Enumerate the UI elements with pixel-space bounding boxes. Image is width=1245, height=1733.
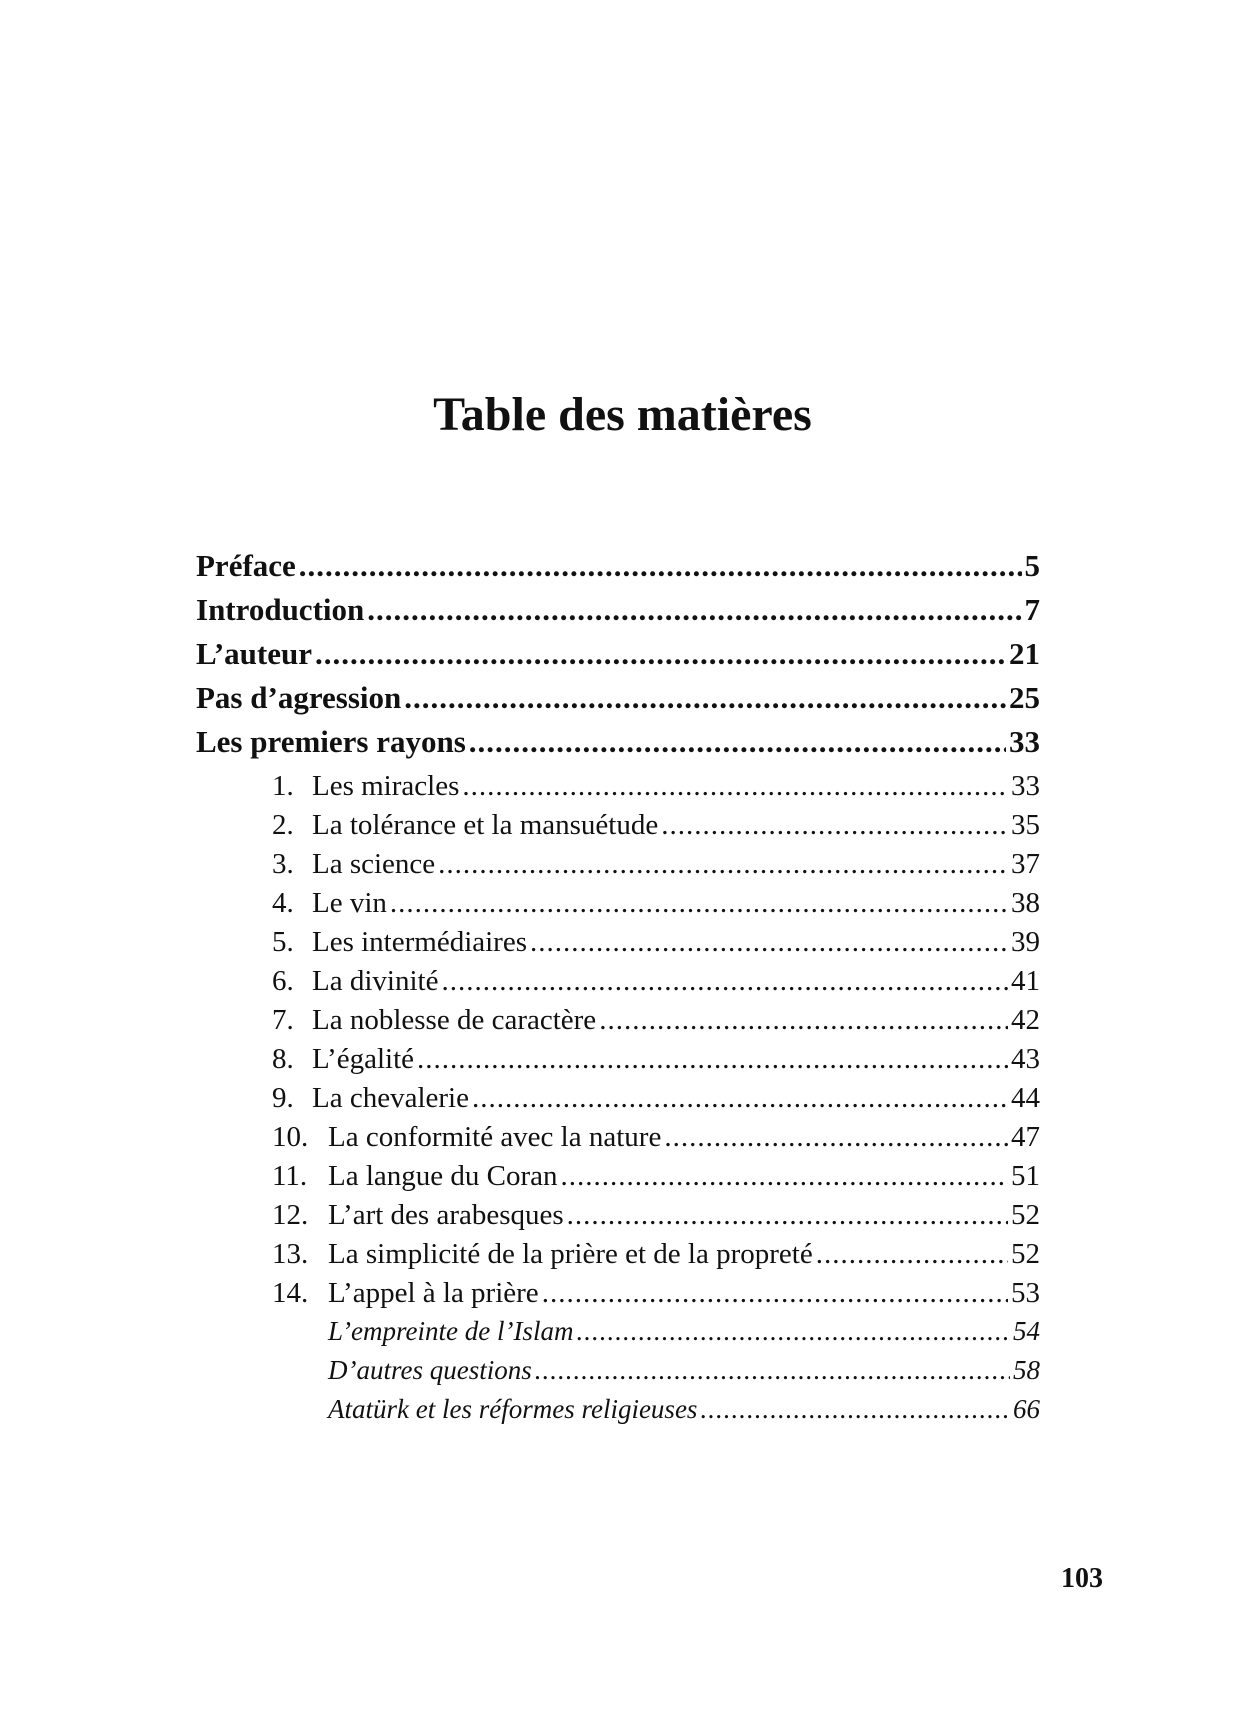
dot-leader <box>390 887 1008 920</box>
toc-entry-introduction[interactable] <box>196 592 1040 628</box>
toc-entry-premiers-rayons[interactable] <box>196 724 1040 760</box>
page-number: 103 <box>1061 1563 1103 1594</box>
page-title: Table des matières <box>433 388 812 441</box>
dot-leader <box>462 770 1008 803</box>
toc-subentry-label: La noblesse de caractère <box>312 1004 597 1036</box>
dot-leader <box>567 1199 1008 1232</box>
dot-leader <box>315 636 1006 672</box>
toc-entry-agression[interactable] <box>196 680 1040 716</box>
toc-subentry-label: Le vin <box>312 887 387 919</box>
toc-subentry-label: La divinité <box>312 965 439 997</box>
toc-subentry[interactable] <box>196 848 1040 881</box>
toc-minor-entry[interactable] <box>196 1355 1040 1386</box>
toc-subentry-page: 44 <box>1011 1082 1040 1114</box>
toc-minor-entry[interactable] <box>196 1394 1040 1425</box>
toc-subentry-label: La conformité avec la nature <box>328 1121 662 1153</box>
toc-subentry[interactable] <box>196 1082 1040 1115</box>
toc-subentry-number: 12. <box>272 1199 309 1231</box>
toc-entry-label: L’auteur <box>196 636 312 671</box>
toc-subentry-label: La chevalerie <box>312 1082 469 1114</box>
toc-entry-preface[interactable] <box>196 548 1040 584</box>
toc-subentry-number: 5. <box>272 926 294 958</box>
toc-subentry-label: Les intermédiaires <box>312 926 527 958</box>
dot-leader <box>535 1355 1010 1386</box>
toc-subentry-label: La simplicité de la prière et de la propreté <box>328 1238 813 1270</box>
toc-subentry-number: 8. <box>272 1043 294 1075</box>
toc-subentry-number: 2. <box>272 809 294 841</box>
toc-minor-label: D’autres questions <box>328 1355 532 1385</box>
toc-subentry-page: 52 <box>1011 1238 1040 1270</box>
toc-subentry-page: 35 <box>1011 809 1040 841</box>
toc-subentry-number: 9. <box>272 1082 294 1114</box>
toc-subentry-page: 47 <box>1011 1121 1040 1153</box>
toc-subentry[interactable] <box>196 1121 1040 1154</box>
toc-subentry-number: 10. <box>272 1121 309 1153</box>
toc-subentry[interactable] <box>196 1160 1040 1193</box>
toc-subentry[interactable] <box>196 1043 1040 1076</box>
toc-minor-page: 54 <box>1013 1316 1040 1346</box>
toc-subentry-number: 3. <box>272 848 294 880</box>
toc-subentry[interactable] <box>196 887 1040 920</box>
toc-subentry-page: 43 <box>1011 1043 1040 1075</box>
toc-subentry-page: 52 <box>1011 1199 1040 1231</box>
toc-subentry-page: 37 <box>1011 848 1040 880</box>
dot-leader <box>542 1277 1008 1310</box>
toc-subentry-page: 53 <box>1011 1277 1040 1309</box>
toc-subentry-label: La langue du Coran <box>328 1160 558 1192</box>
toc-entry-auteur[interactable] <box>196 636 1040 672</box>
toc-subentry-label: L’appel à la prière <box>328 1277 539 1309</box>
toc-subentry-number: 6. <box>272 965 294 997</box>
dot-leader <box>469 724 1006 760</box>
toc-subentry-number: 4. <box>272 887 294 919</box>
toc-subentry-page: 33 <box>1011 770 1040 802</box>
toc-minor-label: L’empreinte de l’Islam <box>328 1316 574 1346</box>
toc-subentry[interactable] <box>196 1199 1040 1232</box>
toc-subentry-label: Les miracles <box>312 770 460 802</box>
toc-minor-entry[interactable] <box>196 1316 1040 1347</box>
dot-leader <box>530 926 1008 959</box>
toc-subentry-number: 11. <box>272 1160 308 1192</box>
toc-subentry-page: 39 <box>1011 926 1040 958</box>
toc-subentry-label: La tolérance et la mansuétude <box>312 809 659 841</box>
dot-leader <box>299 548 1022 584</box>
dot-leader <box>472 1082 1008 1115</box>
toc-subentry[interactable] <box>196 1004 1040 1037</box>
toc-entry-page: 33 <box>1009 724 1040 759</box>
dot-leader <box>599 1004 1008 1037</box>
toc-subentry-number: 13. <box>272 1238 309 1270</box>
toc-subentry[interactable] <box>196 965 1040 998</box>
toc-entry-page: 21 <box>1009 636 1040 671</box>
toc-subentry-label: La science <box>312 848 436 880</box>
toc-entry-label: Introduction <box>196 592 365 627</box>
toc-subentry-page: 51 <box>1011 1160 1040 1192</box>
dot-leader <box>700 1394 1010 1425</box>
toc-entry-label: Préface <box>196 548 296 583</box>
dot-leader <box>664 1121 1008 1154</box>
dot-leader <box>404 680 1006 716</box>
toc-subentry-label: L’égalité <box>312 1043 414 1075</box>
toc-subentry[interactable] <box>196 809 1040 842</box>
toc-entry-page: 25 <box>1009 680 1040 715</box>
toc-subentry-page: 41 <box>1011 965 1040 997</box>
toc-subentry-page: 42 <box>1011 1004 1040 1036</box>
dot-leader <box>561 1160 1008 1193</box>
toc-minor-label: Atatürk et les réformes religieuses <box>328 1394 698 1424</box>
toc-entry-label: Les premiers rayons <box>196 724 466 759</box>
toc-entry-label: Pas d’agression <box>196 680 402 715</box>
toc-subentry-number: 7. <box>272 1004 294 1036</box>
toc-subentry[interactable] <box>196 1238 1040 1271</box>
toc-subentry[interactable] <box>196 1277 1040 1310</box>
toc-subentry[interactable] <box>196 926 1040 959</box>
dot-leader <box>576 1316 1010 1347</box>
dot-leader <box>367 592 1021 628</box>
dot-leader <box>438 848 1008 881</box>
toc-subentry-page: 38 <box>1011 887 1040 919</box>
toc-entry-page: 5 <box>1024 548 1040 583</box>
toc-minor-page: 66 <box>1013 1394 1040 1424</box>
dot-leader <box>661 809 1008 842</box>
toc-minor-page: 58 <box>1013 1355 1040 1385</box>
toc-subentry-number: 14. <box>272 1277 309 1309</box>
dot-leader <box>816 1238 1008 1271</box>
dot-leader <box>417 1043 1008 1076</box>
toc-subentry-label: L’art des arabesques <box>328 1199 564 1231</box>
toc-subentry-number: 1. <box>272 770 294 802</box>
dot-leader <box>441 965 1008 998</box>
toc-entry-page: 7 <box>1024 592 1040 627</box>
toc-subentry[interactable] <box>196 770 1040 803</box>
